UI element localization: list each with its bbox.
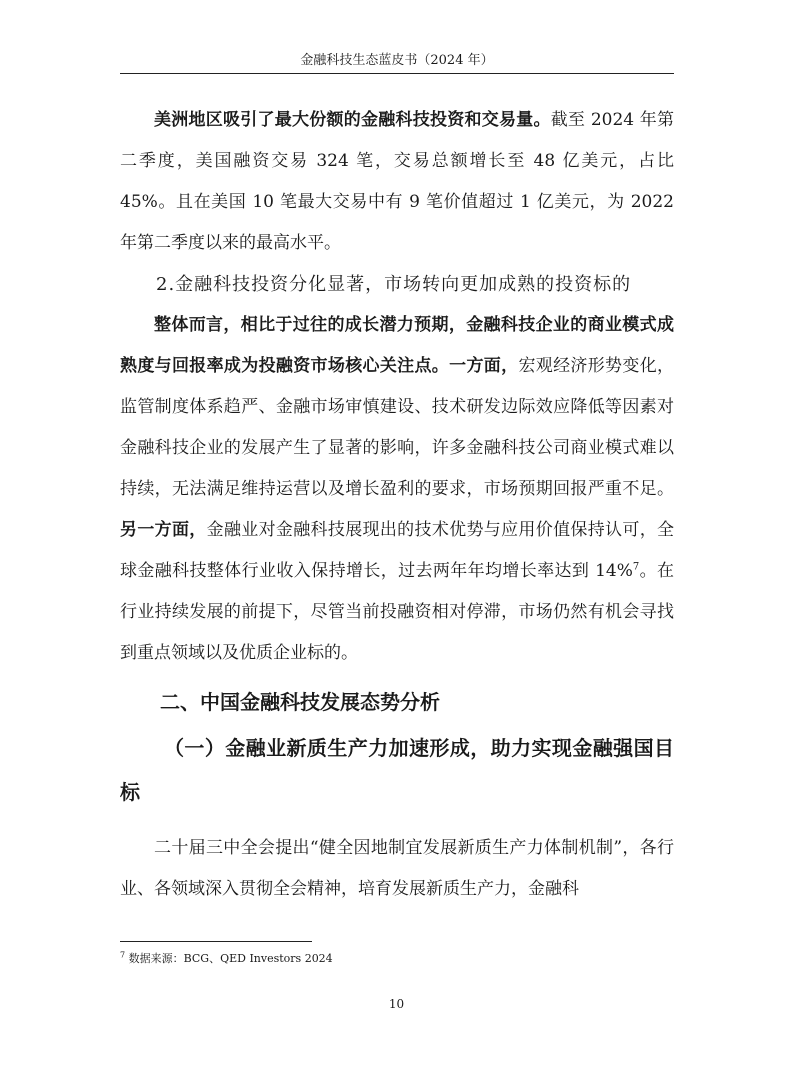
paragraph-text: 宏观经济形势变化，监管制度体系趋严、金融市场审慎建设、技术研发边际效应降低等因素对金融科技企业的发展产生了显著的影响，许多金融科技公司商业模式难以持续，无法满足维持运营以及增长盈利的要求，市场预期回报严重不足。 — [120, 356, 675, 499]
subsection-heading: （一）金融业新质生产力加速形成，助力实现金融强国目标 — [120, 736, 674, 804]
paragraph-americas — [120, 100, 674, 264]
paragraph-text: 金融业对金融科技展现出的技术优势与应用价值保持认可，全球金融科技整体行业收入保持增长，过去两年年均增长率达到 14% — [120, 520, 675, 581]
paragraph-text: 截至 2024 年第二季度，美国融资交易 324 笔，交易总额增长至 48 亿美元，占比 45%。且在美国 10 笔最大交易中有 9 笔价值超过 1 亿美元，为 2022 年第二季度以来的最高水平。 — [120, 110, 674, 253]
footnote — [120, 951, 674, 967]
footnote-mark: 7 — [120, 950, 126, 960]
paragraph-plenum: 二十届三中全会提出“健全因地制宜发展新质生产力体制机制”，各行业、各领域深入贯彻全会精神，培育发展新质生产力，金融科 — [120, 838, 674, 899]
paragraph-investment — [120, 305, 674, 674]
sub-heading: 2.金融科技投资分化显著，市场转向更加成熟的投资标的 — [156, 274, 632, 295]
page-body — [120, 100, 674, 910]
header-rule — [120, 73, 674, 74]
paragraph-lead-bold: 整体而言，相比于过往的成长潜力预期，金融科技企业的商业模式成熟度与回报率成为投融资市场核心关注点。 — [120, 315, 674, 376]
section-heading: 二、中国金融科技发展态势分析 — [160, 690, 440, 714]
paragraph-text: 。在行业持续发展的前提下，尽管当前投融资相对停滞，市场仍然有机会寻找到重点领域以及优质企业标的。 — [120, 561, 674, 663]
running-header: 金融科技生态蓝皮书（2024 年） — [300, 53, 494, 68]
footnote-rule — [120, 941, 312, 942]
page-number: 10 — [388, 997, 405, 1011]
footnote-text: 数据来源：BCG、QED Investors 2024 — [128, 952, 333, 965]
footnote-reference: 7 — [632, 561, 640, 573]
paragraph-bold-one-side: 一方面， — [449, 356, 519, 376]
paragraph-lead-bold: 美洲地区吸引了最大份额的金融科技投资和交易量。 — [154, 110, 551, 130]
paragraph-bold-other-side: 另一方面， — [120, 520, 207, 540]
